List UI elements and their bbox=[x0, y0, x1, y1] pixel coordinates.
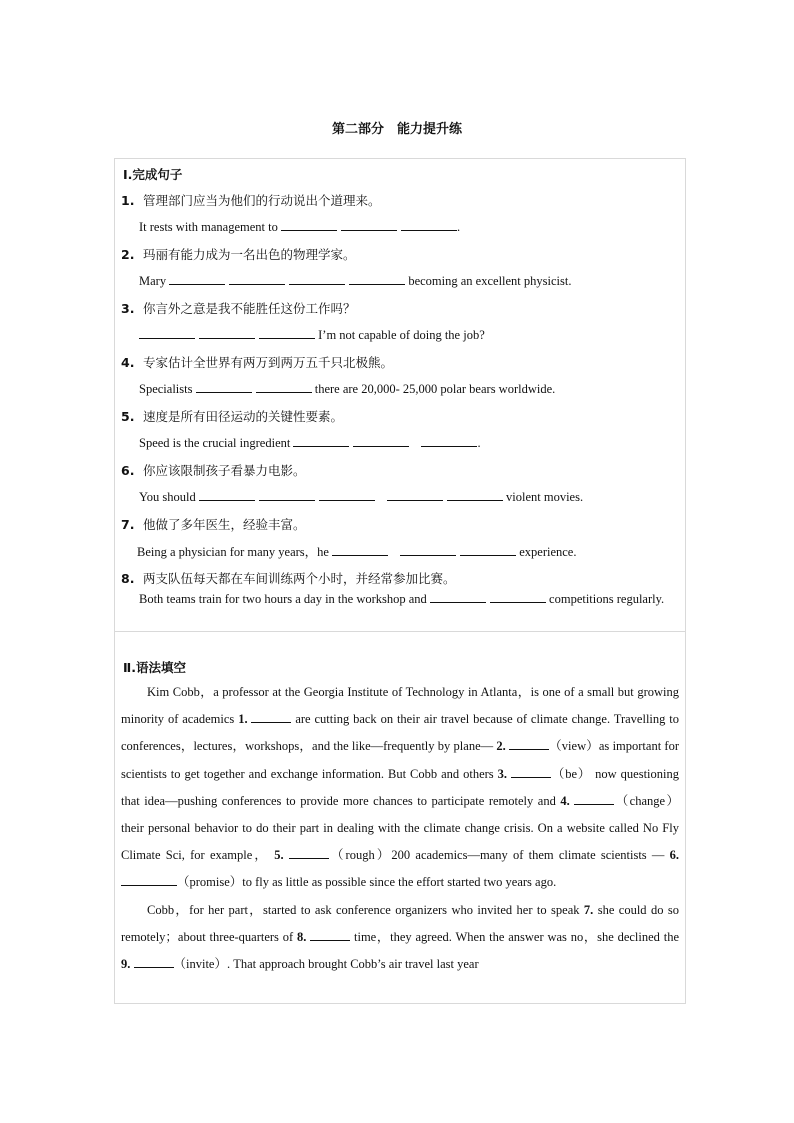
answer-blank[interactable] bbox=[289, 272, 345, 285]
page-title: 第二部分 能力提升练 bbox=[331, 122, 462, 137]
answer-blank[interactable] bbox=[259, 326, 315, 339]
question-4-chinese: 4. 专家估计全世界有两万到两万五千只北极熊。 bbox=[121, 355, 394, 370]
question-8-chinese: 8. 两支队伍每天都在车间训练两个小时，并经常参加比赛。 bbox=[121, 571, 456, 586]
question-1-english: It rests with management to . bbox=[139, 220, 461, 234]
question-2-english: Mary becoming an excellent physicist. bbox=[139, 274, 572, 288]
answer-blank[interactable] bbox=[341, 218, 397, 231]
answer-blank[interactable] bbox=[256, 380, 312, 393]
question-6-english: You should violent movies. bbox=[139, 490, 584, 504]
answer-blank[interactable] bbox=[259, 488, 315, 501]
answer-blank[interactable] bbox=[400, 543, 456, 556]
blank-9[interactable] bbox=[134, 955, 174, 968]
answer-blank[interactable] bbox=[353, 434, 409, 447]
section-grammar-fill bbox=[114, 632, 686, 1004]
passage-paragraph-1: Kim Cobb，a professor at the Georgia Institute of Technology in Atlanta，is one of a small but growing minority of academics 1. are cutting back on their air travel because of climate change. Travelling to conferences，lectures，workshops，and the like—frequently by plane— 2. （view）as important for scientists to get together and exchange information. But Cobb and others 3. （be） now questioning that idea—pushing conferences to provide more chances to participate remotely and 4. （change）their personal behavior to do their part in dealing with the climate change crisis. On a website called No Fly Climate Sci, for example， 5. （rough）200 academics—many of them climate scientists — 6. （promise）to fly as little as possible since the effort started two years ago. bbox=[121, 685, 680, 890]
answer-blank[interactable] bbox=[319, 488, 375, 501]
answer-blank[interactable] bbox=[447, 488, 503, 501]
question-3-chinese: 3. 你言外之意是我不能胜任这份工作吗？ bbox=[121, 301, 356, 316]
section1-heading: Ⅰ.完成句子 bbox=[123, 167, 183, 182]
blank-1[interactable] bbox=[251, 710, 291, 723]
blank-3[interactable] bbox=[511, 765, 551, 778]
blank-8[interactable] bbox=[310, 928, 350, 941]
answer-blank[interactable] bbox=[430, 590, 486, 603]
blank-6[interactable] bbox=[121, 873, 177, 886]
answer-blank[interactable] bbox=[421, 434, 477, 447]
answer-blank[interactable] bbox=[199, 326, 255, 339]
question-1-chinese: 1. 管理部门应当为他们的行动说出个道理来。 bbox=[121, 193, 381, 208]
question-2-chinese: 2. 玛丽有能力成为一名出色的物理学家。 bbox=[121, 247, 356, 262]
answer-blank[interactable] bbox=[332, 543, 388, 556]
question-4-english: Specialists there are 20,000- 25,000 polar bears worldwide. bbox=[139, 382, 556, 396]
section-complete-sentences bbox=[114, 158, 686, 632]
grammar-passage bbox=[121, 679, 679, 978]
answer-blank[interactable] bbox=[281, 218, 337, 231]
answer-blank[interactable] bbox=[349, 272, 405, 285]
blank-5[interactable] bbox=[289, 846, 329, 859]
section2-heading: Ⅱ.语法填空 bbox=[123, 660, 186, 675]
answer-blank[interactable] bbox=[460, 543, 516, 556]
answer-blank[interactable] bbox=[169, 272, 225, 285]
question-3-english: I’m not capable of doing the job? bbox=[139, 326, 675, 343]
answer-blank[interactable] bbox=[387, 488, 443, 501]
answer-blank[interactable] bbox=[199, 488, 255, 501]
answer-blank[interactable] bbox=[490, 590, 546, 603]
question-7-english: Being a physician for many years，he experience. bbox=[137, 545, 577, 559]
answer-blank[interactable] bbox=[401, 218, 457, 231]
passage-paragraph-2: Cobb，for her part，started to ask conference organizers who invited her to speak 7. she could do so remotely；about three-quarters of 8. time，they agreed. When the answer was no，she declined the 9. （invite）. That approach brought Cobb’s air travel last year bbox=[121, 902, 680, 972]
question-7-chinese: 7. 他做了多年医生，经验丰富。 bbox=[121, 517, 306, 532]
question-5-english: Speed is the crucial ingredient . bbox=[139, 436, 481, 450]
question-8-english: Both teams train for two hours a day in the workshop and competitions regularly. bbox=[139, 592, 665, 606]
answer-blank[interactable] bbox=[196, 380, 252, 393]
answer-blank[interactable] bbox=[229, 272, 285, 285]
answer-blank[interactable] bbox=[293, 434, 349, 447]
question-6-chinese: 6. 你应该限制孩子看暴力电影。 bbox=[121, 463, 306, 478]
blank-4[interactable] bbox=[574, 792, 614, 805]
answer-blank[interactable] bbox=[139, 326, 195, 339]
blank-2[interactable] bbox=[509, 737, 549, 750]
question-5-chinese: 5. 速度是所有田径运动的关键性要素。 bbox=[121, 409, 344, 424]
